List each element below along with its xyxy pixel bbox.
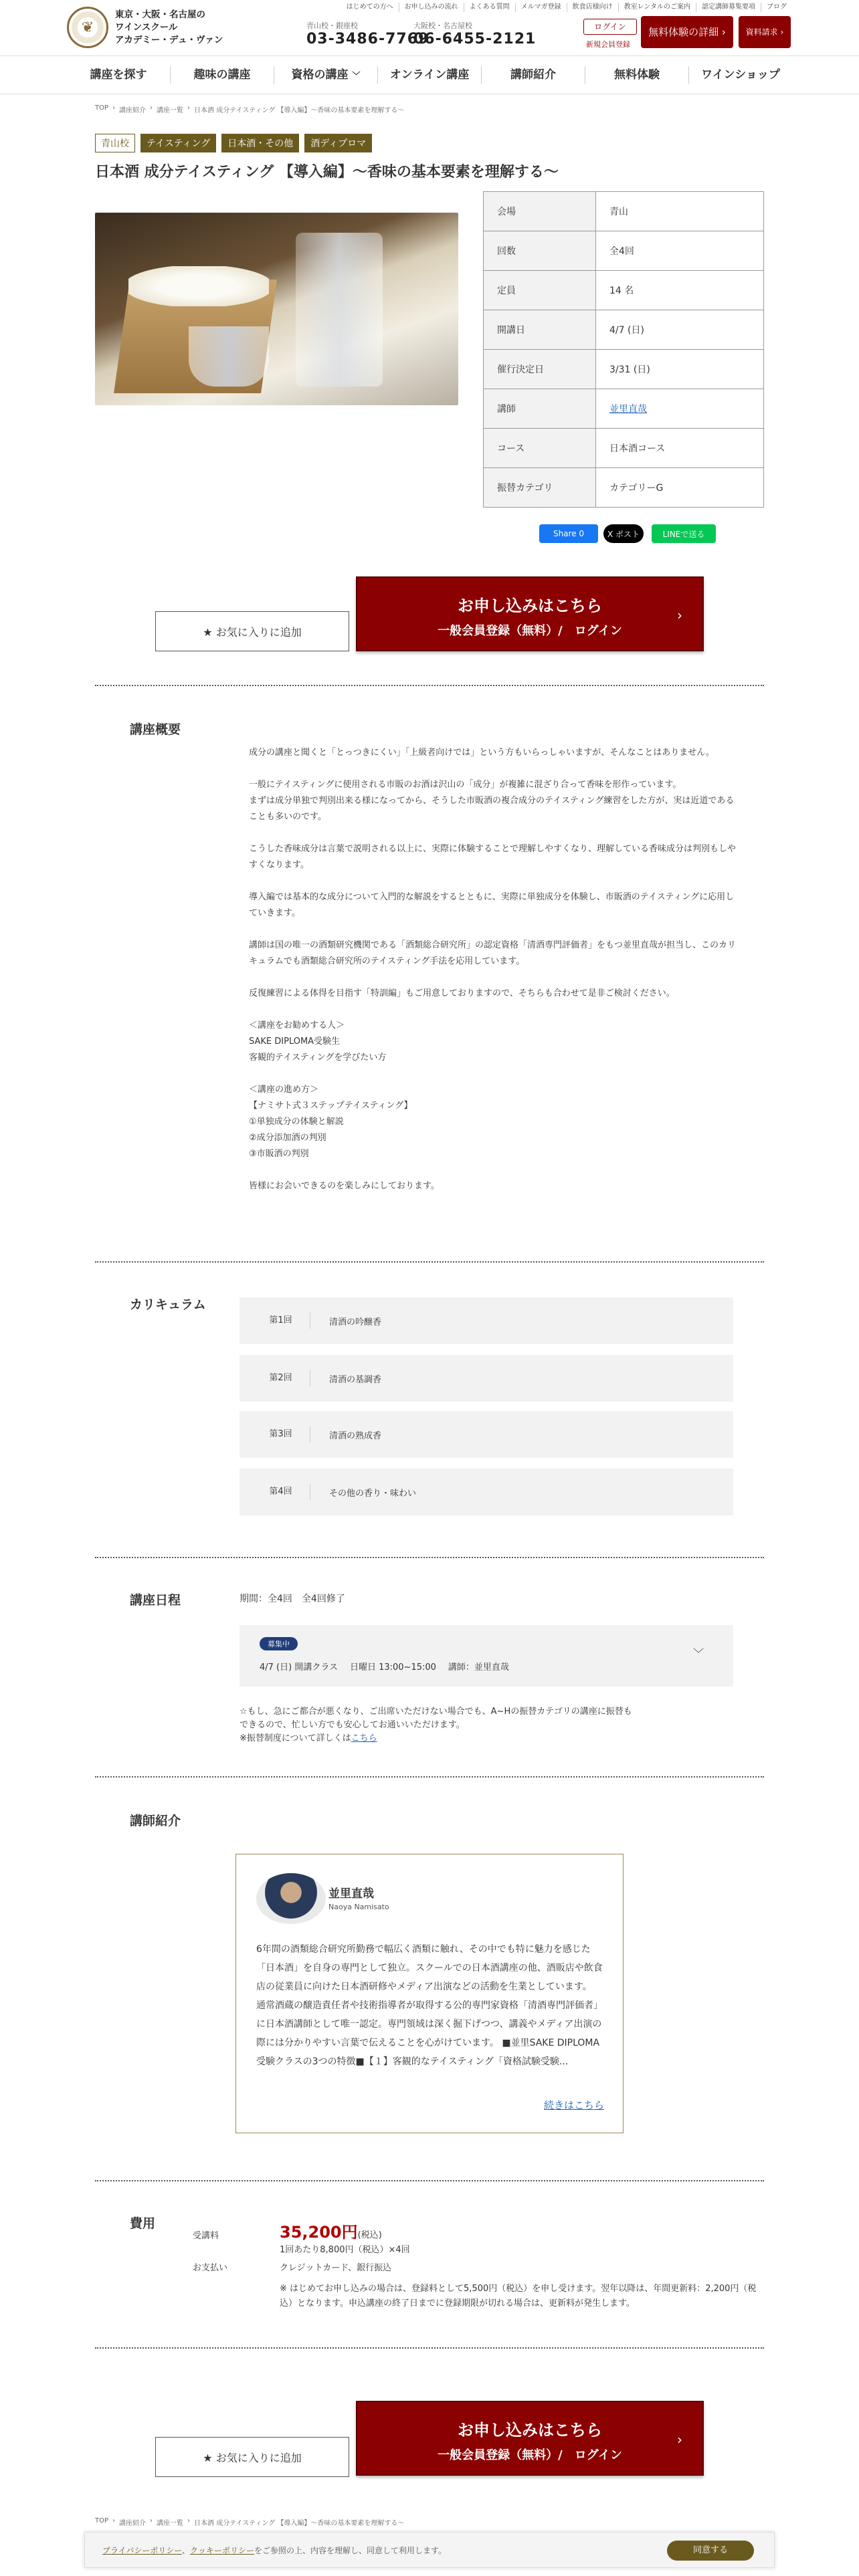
apply-button-bottom[interactable]: お申し込みはこちら 一般会員登録（無料）/ ログイン › [356,2401,704,2476]
avatar [256,1873,326,1924]
gnav-teachers[interactable]: 講師紹介 [481,66,585,84]
fee-label: 受講料 [193,2231,219,2241]
tag-category[interactable]: テイスティング [140,134,216,152]
transfer-info-link[interactable]: こちら [351,1733,377,1743]
cookie-agree-button[interactable]: 同意する [667,2541,754,2561]
teacher-more-link[interactable]: 続きはこちら [543,2099,604,2111]
breadcrumb-top[interactable]: TOP [95,104,109,112]
section-divider [95,1776,764,1778]
login-button[interactable]: ログイン [583,19,637,35]
chevron-right-icon: › [677,607,682,623]
section-divider [95,2180,764,2181]
topnav-blog[interactable]: ブログ [761,3,792,12]
gnav-search[interactable]: 講座を探す [90,68,147,82]
gnav-qualification[interactable]: 資格の講座 ﹀ [274,66,377,84]
tag-diploma[interactable]: 酒ディプロマ [304,134,372,152]
course-info-table [483,191,764,508]
logo-emblem-icon: ❦ [67,7,108,48]
topnav-recruit[interactable]: 認定講師募集要項 [696,3,761,12]
section-divider [95,1261,764,1263]
breadcrumb-bottom: TOP › 講座紹介 › 講座一覧 › 日本酒 成分テイスティング 【導入編】～香味の基本要素を理解する～ [95,2517,405,2527]
section-divider [95,685,764,686]
tel-osaka[interactable]: 大阪校・名古屋校 06-6455-2121 [413,21,537,47]
curriculum-item: 第4回 その他の香り・味わい [240,1469,733,1515]
breadcrumb-list[interactable]: 講座一覧 [157,107,184,114]
curriculum-item: 第3回 清酒の熟成香 [240,1411,733,1458]
course-tags [95,134,372,152]
schedule-summary: 期間：全4回 全4回修了 [240,1594,345,1604]
overview-recommend: ＜講座をお勧めする人＞ SAKE DIPLOMA受験生 客観的テイスティングを学びたい方 [249,1021,387,1063]
fee-value: 35,200円(税込) 1回あたり8,800円（税込）×4回 [280,2223,410,2255]
fee-heading: 費用 [130,2216,156,2231]
chevron-down-icon[interactable]: ﹀ [692,1647,704,1660]
class-date: 4/7 (日) 開講クラス [260,1662,338,1673]
overview-para-1: 成分の講座と聞くと「とっつきにくい」「上級者向けでは」という方もいらっしゃいますが、そんなことはありません。 [249,748,715,758]
gnav-trial[interactable]: 無料体験 [585,66,688,84]
favorite-button-bottom[interactable]: ★ お気に入りに追加 [155,2437,349,2477]
tag-genre[interactable]: 日本酒・その他 [221,134,299,152]
request-docs-button[interactable]: 資料請求 › [739,16,791,48]
free-trial-button[interactable]: 無料体験の詳細 › [641,16,733,48]
logo-line-2: ワインスクール [115,21,178,33]
info-row: 講師 並里直哉 [484,389,764,429]
tag-venue[interactable]: 青山校 [95,134,135,152]
topnav-faq[interactable]: よくある質問 [464,3,515,12]
overview-para-5: 講師は国の唯一の酒類研究機関である「酒類総合研究所」の認定資格「清酒専門評価者」をもつ並里直哉が担当し、このカリキュラムでも酒類総合研究所のテイスティング手法を応用しています。 [249,940,737,966]
section-divider [95,2347,764,2349]
cookie-banner: プライバシーポリシー、クッキーポリシーをご参照の上、内容を理解し、同意して利用します。 同意する [84,2532,775,2568]
page-title: 日本酒 成分テイスティング 【導入編】～香味の基本要素を理解する～ [95,164,559,181]
cookie-policy-link[interactable]: クッキーポリシー [189,2546,254,2555]
topnav-first-time[interactable]: はじめての方へ [346,3,393,11]
price: 35,200円 [280,2223,358,2242]
transfer-note: ☆もし、急にご都合が悪くなり、ご出席いただけない場合でも、A~Hの振替カテゴリの講座に振替も できるので、忙しい方でも安心してお通いいただけます。 ※振替制度について詳しくはこちら [240,1707,632,1743]
overview-para-2: 一般にテイスティングに使用される市販のお酒は沢山の「成分」が複雑に混ざり合って香味を形作っています。 まずは成分単独で判別出来る様になってから、そうした市販酒の複合成分のテイスティング練習をした方が、実は近道であることも多いのです。 [249,780,735,822]
favorite-button[interactable]: ★ お気に入りに追加 [155,611,349,651]
x-post-button[interactable]: X ポスト [603,524,644,543]
gnav-online[interactable]: オンライン講座 [377,66,481,84]
overview-method: ＜講座の進め方＞ 【ナミサト式３ステップテイスティング】 ①単独成分の体験と解説 ②成分添加酒の判別 ③市販酒の判別 [249,1085,413,1159]
privacy-policy-link[interactable]: プライバシーポリシー [102,2546,182,2555]
gnav-shop[interactable]: ワインショップ [688,66,792,84]
info-row: 回数 全4回 [484,231,764,271]
info-row: 開講日 4/7 (日) [484,310,764,350]
info-row: コース 日本酒コース [484,429,764,468]
course-photo [95,213,458,405]
overview-heading: 講座概要 [130,722,181,737]
chevron-right-icon: › [677,2432,682,2448]
apply-button[interactable]: お申し込みはこちら 一般会員登録（無料）/ ログイン › [356,576,704,651]
gnav-hobby[interactable]: 趣味の講座 [170,66,274,84]
teacher-bio: 6年間の酒類総合研究所勤務で幅広く酒類に触れ、その中でも特に魅力を感じた「日本酒」を自身の専門として独立。スクールでの日本酒講座の他、酒販店や飲食店の従業員に向けた日本酒研修やメディア出演などの活動を生業としています。 通常酒蔵の醸造責任者や技術指導者が取得する公的専門家資格「清酒専門評価者」に日本酒講師として唯一認定。専門領域は深く掘下げつつ、講義やメディア出演の際には分かりやすい言葉で伝えることを心がけています。 ■並里SAKE DIPLOMA受験クラスの3つの特徴■【１】客観的なテイスティング「資格試験受験... [256,1944,603,2067]
payment-value: クレジットカード、銀行振込 [280,2263,392,2273]
top-utility-nav [341,3,792,12]
logo-line-1: 東京・大阪・名古屋の [115,9,205,20]
global-nav [67,57,792,93]
topnav-restaurants[interactable]: 飲食店様向け [567,3,618,12]
overview-body [249,745,743,1210]
fee-note: ※ はじめてお申し込みの場合は、登録料として5,500円（税込）を申し受けます。翌年以降は、年間更新料：2,200円（税込）となります。申込講座の終了日までに登録期限が切れる場合は、更新料が発生します。 [280,2284,757,2309]
schedule-heading: 講座日程 [130,1593,181,1608]
class-time: 日曜日 13:00~15:00 [349,1662,436,1673]
overview-para-6: 反復練習による体得を目指す「特訓編」もご用意しておりますので、そちらも合わせて是非ご検討ください。 [249,988,675,998]
register-link[interactable]: 新規会員登録 [586,40,630,49]
curriculum-item: 第1回 清酒の吟醸香 [240,1297,733,1344]
status-badge: 募集中 [260,1637,298,1650]
tel-tokyo[interactable]: 青山校・銀座校 03-3486-7769 [306,21,430,47]
info-row: 催行決定日 3/31 (日) [484,350,764,389]
curriculum-heading: カリキュラム [130,1297,206,1312]
topnav-flow[interactable]: お申し込みの流れ [399,3,464,12]
topnav-newsletter[interactable]: メルマガ登録 [515,3,567,12]
teacher-name-en: Naoya Namisato [328,1903,389,1911]
class-teacher: 講師：並里直哉 [448,1662,509,1673]
section-divider [95,1557,764,1558]
breadcrumb-current: 日本酒 成分テイスティング 【導入編】～香味の基本要素を理解する～ [194,107,405,114]
fee-per-session: 1回あたり8,800円（税込）×4回 [280,2245,410,2255]
logo-line-3: アカデミー・デュ・ヴァン [115,34,223,45]
info-row: 会場 青山 [484,192,764,231]
overview-closing: 皆様にお会いできるのを楽しみにしております。 [249,1181,440,1191]
teacher-link[interactable]: 並里直哉 [609,404,647,415]
overview-para-4: 導入編では基本的な成分について入門的な解説をするとともに、実際に単独成分を体験し、市販酒のテイスティングに応用していきます。 [249,892,735,918]
teacher-name: 並里直哉 [328,1887,374,1901]
chevron-down-icon: ﹀ [352,70,361,80]
facebook-share-button[interactable]: Share 0 [539,524,598,543]
site-header [0,0,859,56]
line-share-button[interactable]: LINEで送る [652,524,716,543]
info-row: 振替カテゴリ カテゴリーG [484,468,764,508]
info-row: 定員 14 名 [484,271,764,310]
site-logo[interactable] [67,7,223,48]
schedule-class-accordion[interactable] [240,1625,733,1687]
teacher-card [235,1854,624,2133]
breadcrumb-courses[interactable]: 講座紹介 [119,107,147,114]
overview-para-3: こうした香味成分は言葉で説明される以上に、実際に体験することで理解しやすくなり、理解している香味成分は判別もしやすくなります。 [249,844,737,870]
teacher-heading: 講師紹介 [130,1814,181,1828]
topnav-rental[interactable]: 教室レンタルのご案内 [618,3,696,12]
curriculum-item: 第2回 清酒の基調香 [240,1355,733,1402]
breadcrumb: TOP › 講座紹介 › 講座一覧 › 日本酒 成分テイスティング 【導入編】～香味の基本要素を理解する～ [95,104,405,114]
payment-label: お支払い [193,2263,228,2273]
